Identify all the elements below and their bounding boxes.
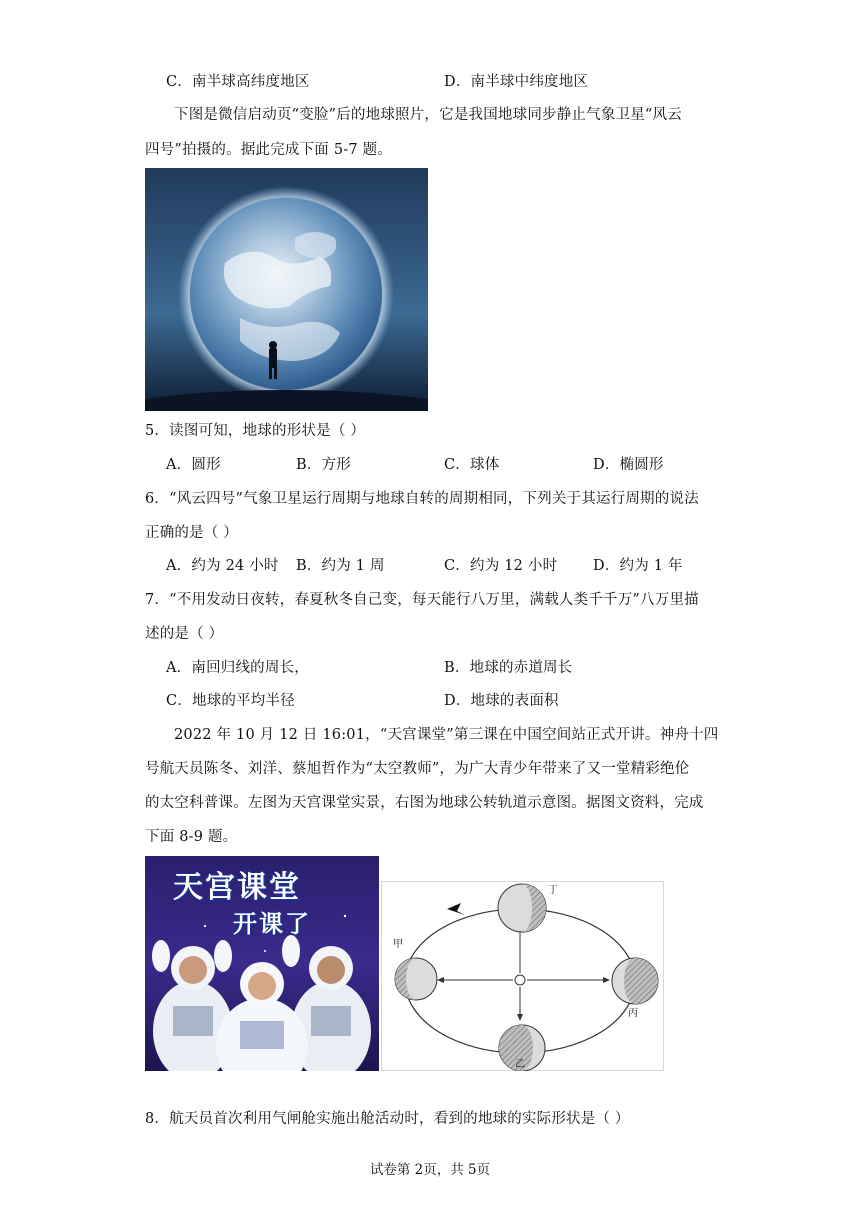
q7-option-a: A．南回归线的周长， bbox=[166, 660, 309, 676]
q4-option-d: D．南半球中纬度地区 bbox=[444, 74, 589, 90]
q5-option-d: D．椭圆形 bbox=[593, 457, 664, 473]
orbit-label-bing: 丙 bbox=[628, 1008, 639, 1019]
passage2-line1: 2022 年 10 月 12 日 16:01，“天宫课堂”第三课在中国空间站正式开讲。神舟十四 bbox=[174, 727, 719, 743]
earth-photo bbox=[145, 168, 428, 411]
q5-option-a: A．圆形 bbox=[166, 457, 221, 473]
q6-option-a: A．约为 24 小时 bbox=[166, 558, 279, 574]
page-footer: 试卷第 2页，共 5页 bbox=[369, 1162, 491, 1178]
q6-option-d: D．约为 1 年 bbox=[593, 558, 683, 574]
orbit-label-jia: 甲 bbox=[393, 939, 404, 950]
q7-option-b: B．地球的赤道周长 bbox=[444, 660, 573, 676]
passage2-line2: 号航天员陈冬、刘洋、蔡旭哲作为“太空教师”，为广大青少年带来了又一堂精彩绝伦 bbox=[145, 761, 690, 777]
q5-option-c: C．球体 bbox=[444, 457, 500, 473]
q7-stem-line1: 7．“不用发动日夜转，春夏秋冬自己变，每天能行八万里，满载人类千千万”八万里描 bbox=[145, 592, 699, 608]
orbit-label-yi: 乙 bbox=[515, 1059, 526, 1070]
tiangong-classroom-photo bbox=[145, 856, 379, 1071]
q6-option-b: B．约为 1 周 bbox=[296, 558, 385, 574]
q8-stem: 8．航天员首次利用气闸舱实施出舱活动时，看到的地球的实际形状是（ ） bbox=[145, 1111, 630, 1127]
q6-stem-line2: 正确的是（ ） bbox=[145, 525, 239, 541]
q4-option-c: C．南半球高纬度地区 bbox=[166, 74, 310, 90]
q7-option-c: C．地球的平均半径 bbox=[166, 693, 295, 709]
q5-option-b: B．方形 bbox=[296, 457, 351, 473]
q6-stem-line1: 6．“风云四号”气象卫星运行周期与地球自转的周期相同，下列关于其运行周期的说法 bbox=[145, 491, 699, 507]
passage2-line3: 的太空科普课。左图为天宫课堂实景，右图为地球公转轨道示意图。据图文资料，完成 bbox=[145, 795, 704, 811]
passage1-line1: 下图是微信启动页“变脸”后的地球照片，它是我国地球同步静止气象卫星“风云 bbox=[174, 107, 682, 123]
q6-option-c: C．约为 12 小时 bbox=[444, 558, 558, 574]
q7-option-d: D．地球的表面积 bbox=[444, 693, 559, 709]
passage2-line4: 下面 8-9 题。 bbox=[145, 829, 238, 845]
tiangong-subtitle: 开课了 bbox=[233, 910, 311, 938]
passage1-line2: 四号”拍摄的。据此完成下面 5-7 题。 bbox=[145, 142, 392, 158]
q7-stem-line2: 述的是（ ） bbox=[145, 626, 224, 642]
orbit-label-ding: 丁 bbox=[548, 885, 559, 896]
tiangong-title: 天宫课堂 bbox=[173, 870, 301, 905]
q5-stem: 5．读图可知，地球的形状是（ ） bbox=[145, 423, 366, 439]
earth-orbit-diagram bbox=[381, 881, 664, 1071]
